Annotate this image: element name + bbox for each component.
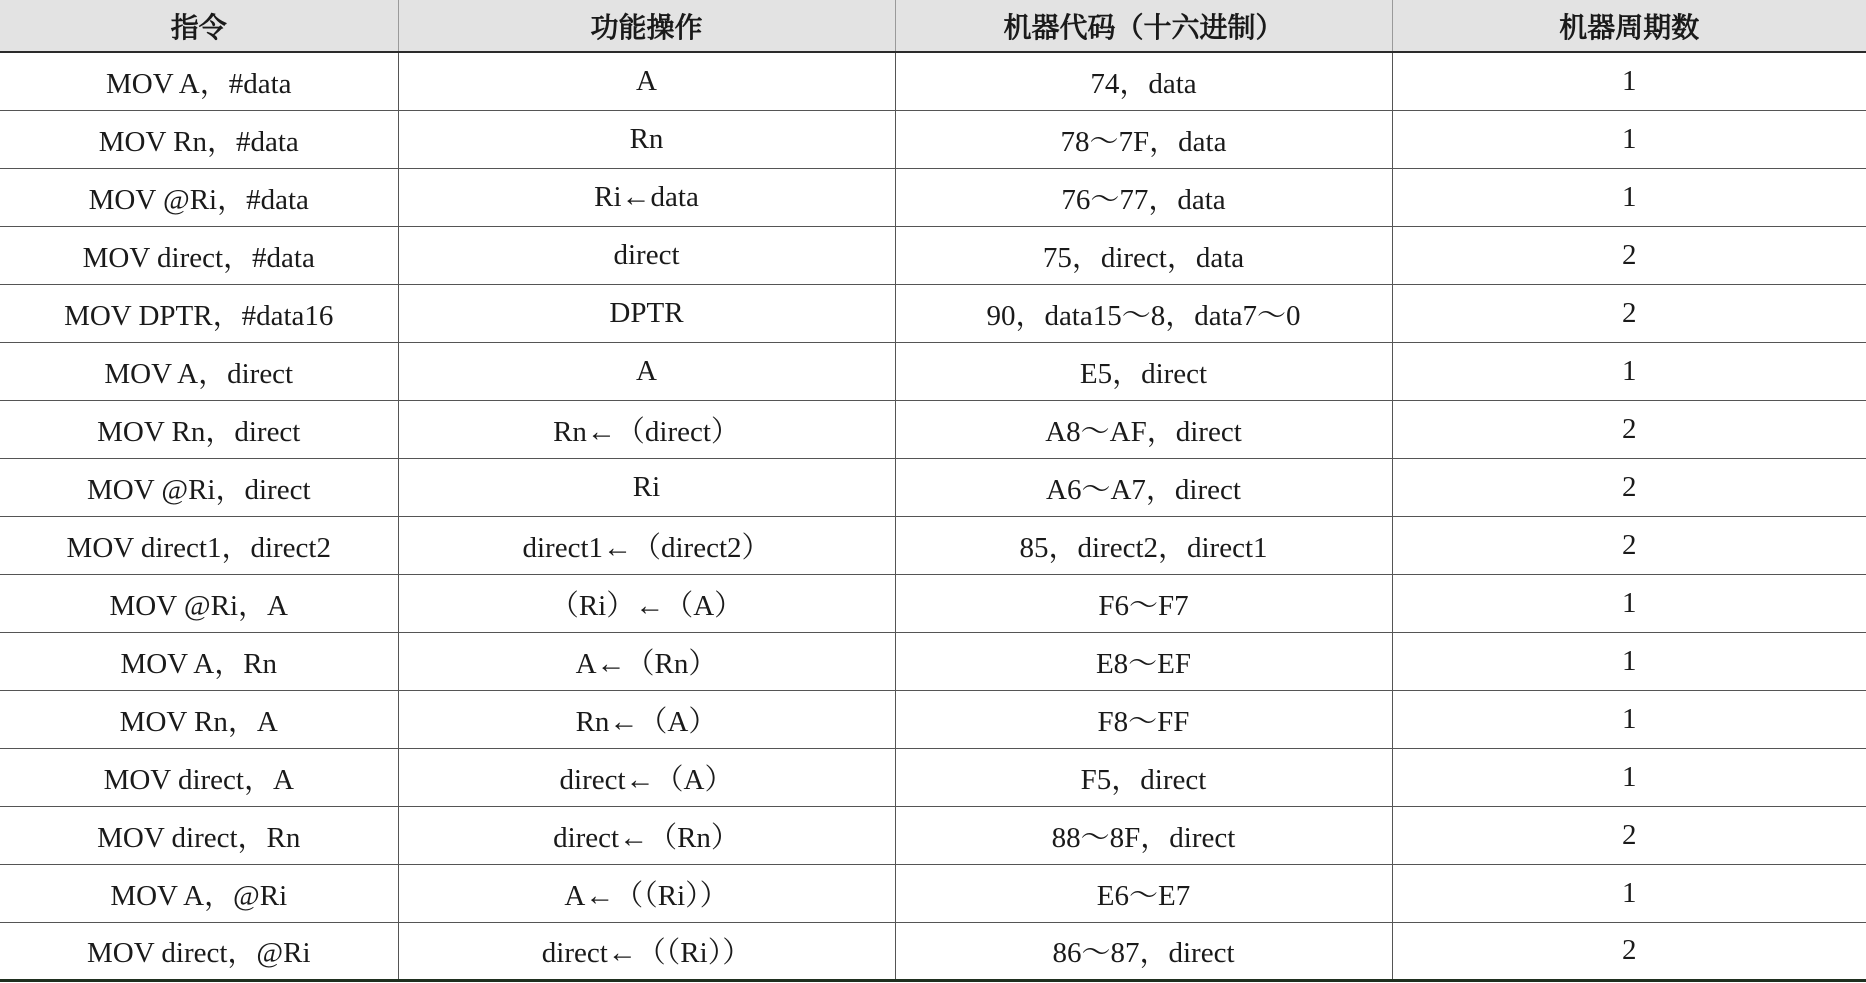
cell-instruction: MOV @Ri，direct [0,458,398,516]
table-row [0,922,1866,980]
cell-machine-code: 88～8F，direct [895,806,1392,864]
header-operation: 功能操作 [398,0,895,52]
cell-machine-cycles: 1 [1392,574,1866,632]
cell-machine-code: A8～AF，direct [895,400,1392,458]
cell-instruction: MOV @Ri，#data [0,168,398,226]
cell-instruction: MOV direct，A [0,748,398,806]
cell-machine-code: E5，direct [895,342,1392,400]
header-instruction: 指令 [0,0,398,52]
cell-operation: Rn←（A） [398,690,895,748]
cell-instruction: MOV Rn，direct [0,400,398,458]
cell-instruction: MOV Rn，A [0,690,398,748]
cell-operation: Ri←data [398,168,895,226]
cell-instruction: MOV direct，Rn [0,806,398,864]
header-machine-cycles: 机器周期数 [1392,0,1866,52]
cell-instruction: MOV direct，#data [0,226,398,284]
table-row [0,342,1866,400]
table-row [0,226,1866,284]
cell-operation: direct←（A） [398,748,895,806]
table-row [0,574,1866,632]
table-row [0,516,1866,574]
cell-machine-cycles: 1 [1392,690,1866,748]
cell-operation: direct←（Rn） [398,806,895,864]
cell-machine-cycles: 1 [1392,864,1866,922]
cell-machine-cycles: 1 [1392,632,1866,690]
cell-machine-cycles: 2 [1392,458,1866,516]
cell-machine-code: 75，direct，data [895,226,1392,284]
cell-instruction: MOV A，Rn [0,632,398,690]
cell-machine-cycles: 1 [1392,342,1866,400]
cell-machine-code: F8～FF [895,690,1392,748]
cell-instruction: MOV Rn，#data [0,110,398,168]
cell-machine-cycles: 1 [1392,748,1866,806]
cell-operation: A←（Rn） [398,632,895,690]
cell-machine-cycles: 1 [1392,110,1866,168]
table-header [0,0,1866,52]
cell-machine-cycles: 2 [1392,922,1866,980]
cell-instruction: MOV direct，@Ri [0,922,398,980]
cell-operation: direct←（（Ri）） [398,922,895,980]
cell-machine-cycles: 1 [1392,52,1866,110]
cell-machine-cycles: 2 [1392,806,1866,864]
cell-machine-code: 86～87，direct [895,922,1392,980]
cell-instruction: MOV A，@Ri [0,864,398,922]
cell-operation: Rn [398,110,895,168]
cell-operation: Ri [398,458,895,516]
cell-operation: （Ri）←（A） [398,574,895,632]
table-row [0,632,1866,690]
table-row [0,110,1866,168]
table-row [0,458,1866,516]
cell-machine-code: 74，data [895,52,1392,110]
cell-machine-code: F5，direct [895,748,1392,806]
cell-machine-code: 90，data15～8，data7～0 [895,284,1392,342]
cell-machine-code: A6～A7，direct [895,458,1392,516]
cell-instruction: MOV A，#data [0,52,398,110]
cell-instruction: MOV direct1，direct2 [0,516,398,574]
cell-operation: direct1←（direct2） [398,516,895,574]
cell-machine-code: E8～EF [895,632,1392,690]
header-machine-code: 机器代码（十六进制） [895,0,1392,52]
cell-machine-code: F6～F7 [895,574,1392,632]
cell-operation: A [398,342,895,400]
cell-machine-cycles: 2 [1392,516,1866,574]
table-row [0,748,1866,806]
table-row [0,52,1866,110]
cell-machine-code: 85，direct2，direct1 [895,516,1392,574]
cell-instruction: MOV A，direct [0,342,398,400]
table-row [0,168,1866,226]
cell-operation: Rn←（direct） [398,400,895,458]
table-row [0,400,1866,458]
table-body [0,52,1866,980]
cell-instruction: MOV DPTR，#data16 [0,284,398,342]
cell-machine-cycles: 1 [1392,168,1866,226]
table-row [0,690,1866,748]
cell-operation: A←（（Ri）） [398,864,895,922]
cell-operation: A [398,52,895,110]
cell-machine-code: 76～77，data [895,168,1392,226]
cell-machine-cycles: 2 [1392,400,1866,458]
table-row [0,806,1866,864]
cell-operation: DPTR [398,284,895,342]
cell-machine-code: 78～7F，data [895,110,1392,168]
header-row [0,0,1866,52]
cell-operation: direct [398,226,895,284]
cell-machine-code: E6～E7 [895,864,1392,922]
table-row [0,284,1866,342]
cell-machine-cycles: 2 [1392,226,1866,284]
cell-instruction: MOV @Ri，A [0,574,398,632]
table-row [0,864,1866,922]
cell-machine-cycles: 2 [1392,284,1866,342]
